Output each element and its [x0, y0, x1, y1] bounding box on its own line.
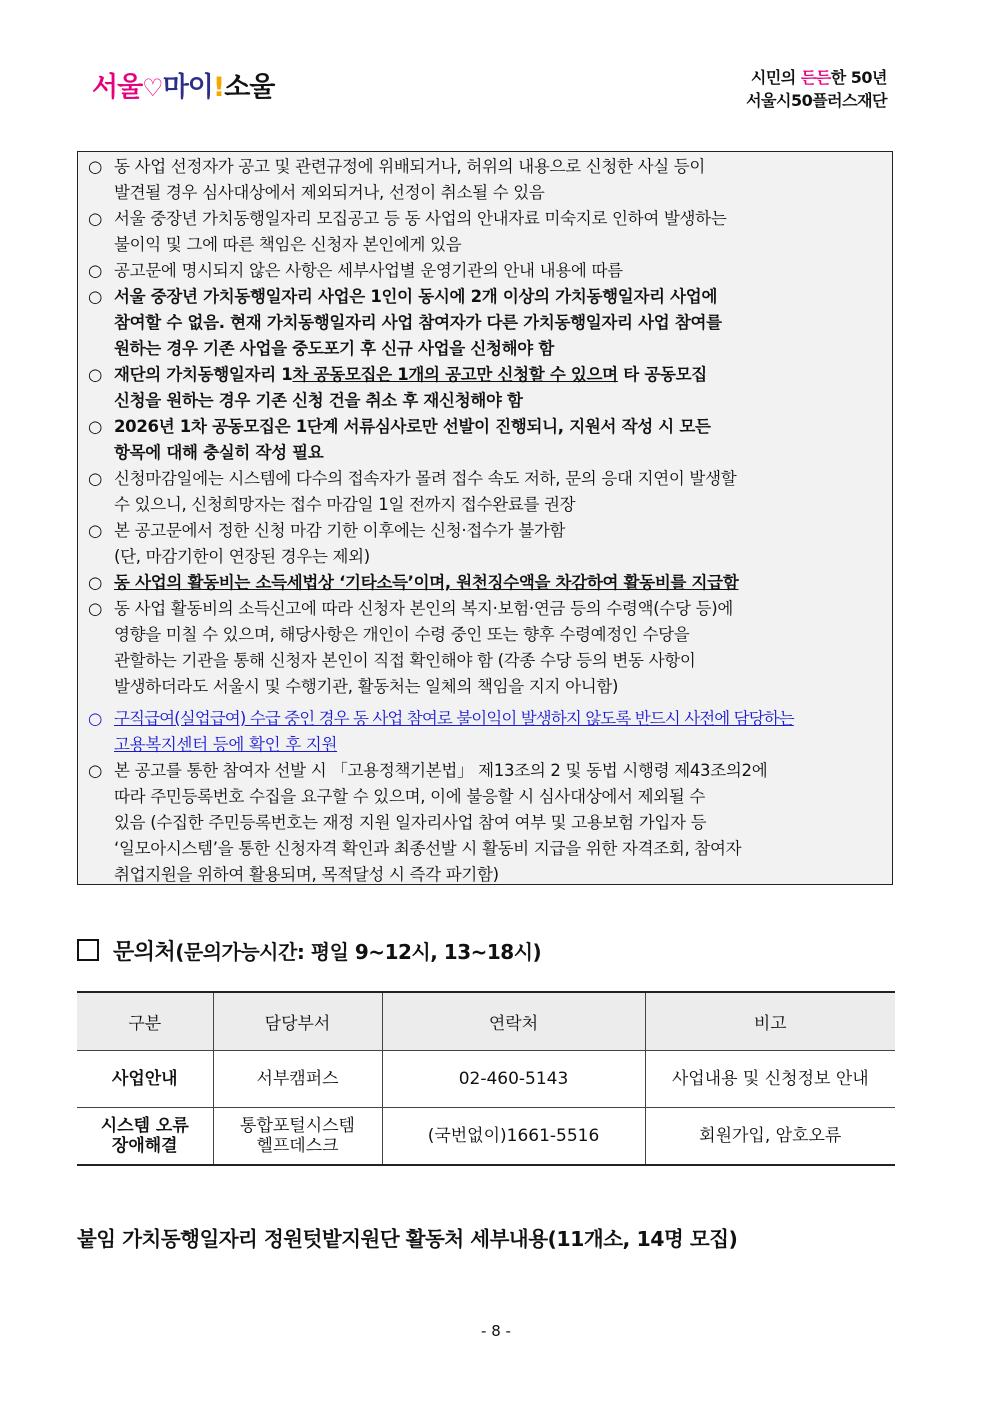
dept-cell: 서부캠퍼스	[213, 1051, 382, 1108]
category-cell: 시스템 오류 장애해결	[77, 1108, 213, 1166]
notice-item: ○ 재단의 가치동행일자리 1차 공동모집은 1개의 공고만 신청할 수 있으며 타 공동모집 신청을 원하는 경우 기존 신청 건을 취소 후 재신청해야 함	[86, 362, 884, 414]
attachment-title: 붙임 가치동행일자리 정원텃밭지원단 활동처 세부내용(11개소, 14명 모집)	[77, 1227, 738, 1251]
notice-item: ○ 서울 중장년 가치동행일자리 사업은 1인이 동시에 2개 이상의 가치동행일자리 사업에 참여할 수 없음. 현재 가치동행일자리 사업 참여자가 다른 가치동행일자리 사업 참여를 원하는 경우 기존 사업을 중도포기 후 신규 사업을 신청해야 함	[86, 284, 884, 362]
contact-section-title: 문의처(문의가능시간: 평일 9~12시, 13~18시)	[77, 935, 541, 966]
circle-bullet-icon: ○	[88, 469, 103, 488]
slogan-line	[746, 66, 887, 89]
notice-item: ○ 서울 중장년 가치동행일자리 모집공고 등 동 사업의 안내자료 미숙지로 인하여 발생하는 불이익 및 그에 따른 책임은 신청자 본인에게 있음	[86, 206, 884, 258]
circle-bullet-icon: ○	[88, 365, 103, 384]
notice-item: ○ 2026년 1차 공동모집은 1단계 서류심사로만 선발이 진행되니, 지원서 작성 시 모든 항목에 대해 충실히 작성 필요	[86, 414, 884, 466]
notice-item: ○ 동 사업 활동비의 소득신고에 따라 신청자 본인의 복지·보험·연금 등의 수령액(수당 등)에 영향을 미칠 수 있으며, 해당사항은 개인이 수령 중인 또는 향후 수령예정인 수당을 관할하는 기관을 통해 신청자 본인이 직접 확인해야 함 (각종 수당 등의 변동 사항이 발생하더라도 서울시 및 수행기관, 활동처는 일체의 책임을 지지 아니함)	[86, 596, 884, 700]
notice-item: ○ 동 사업 선정자가 공고 및 관련규정에 위배되거나, 허위의 내용으로 신청한 사실 등이 발견될 경우 심사대상에서 제외되거나, 선정이 취소될 수 있음	[86, 154, 884, 206]
table-row	[77, 1108, 895, 1166]
circle-bullet-icon: ○	[88, 157, 103, 176]
dept-cell: 통합포털시스템 헬프데스크	[213, 1108, 382, 1166]
checkbox-square-icon	[77, 939, 99, 961]
logo-part-seoul: 서울	[92, 72, 143, 103]
table-header-row	[77, 992, 895, 1051]
notice-box	[77, 151, 893, 885]
circle-bullet-icon: ○	[88, 573, 103, 592]
circle-bullet-icon: ○	[88, 417, 103, 436]
phone-cell: 02-460-5143	[382, 1051, 645, 1108]
heart-icon: ♡	[142, 74, 163, 102]
notice-item: ○ 동 사업의 활동비는 소득세법상 ‘기타소득’이며, 원천징수액을 차감하여 활동비를 지급함	[86, 570, 884, 596]
table-row	[77, 1051, 895, 1108]
page-number: - 8 -	[481, 1322, 511, 1340]
note-cell: 사업내용 및 신청정보 안내	[645, 1051, 895, 1108]
slogan-highlight: 든든	[800, 68, 831, 87]
contact-table	[77, 991, 895, 1166]
slogan-post: 한 50년	[830, 68, 887, 87]
logo-part-soul: 소울	[224, 72, 275, 103]
column-header: 연락처	[382, 992, 645, 1051]
notice-item: ○ 신청마감일에는 시스템에 다수의 접속자가 몰려 접수 속도 저하, 문의 응대 지연이 발생할 수 있으니, 신청희망자는 접수 마감일 1일 전까지 접수완료를 권장	[86, 466, 884, 518]
note-cell: 회원가입, 암호오류	[645, 1108, 895, 1166]
circle-bullet-icon: ○	[88, 261, 103, 280]
logo-part-exclaim: !	[212, 72, 225, 103]
circle-bullet-icon: ○	[88, 287, 103, 306]
circle-bullet-icon: ○	[88, 599, 103, 618]
category-cell: 사업안내	[77, 1051, 213, 1108]
notice-item: ○ 본 공고를 통한 참여자 선발 시 「고용정책기본법」 제13조의 2 및 동법 시행령 제43조의2에 따라 주민등록번호 수집을 요구할 수 있으며, 이에 불응할 시 심사대상에서 제외될 수 있음 (수집한 주민등록번호는 재정 지원 일자리사업 참여 여부 및 고용보험 가입자 등 ‘일모아시스템’을 통한 신청자격 확인과 최종선발 시 활동비 지급을 위한 자격조회, 참여자 취업지원을 위하여 활용되며, 목적달성 시 즉각 파기함)	[86, 758, 884, 888]
column-header: 담당부서	[213, 992, 382, 1051]
notice-item: ○ 본 공고문에서 정한 신청 마감 기한 이후에는 신청·접수가 불가함 (단, 마감기한이 연장된 경우는 제외)	[86, 518, 884, 570]
circle-bullet-icon: ○	[88, 709, 103, 728]
notice-item: ○ 공고문에 명시되지 않은 사항은 세부사업별 운영기관의 안내 내용에 따름	[86, 258, 884, 284]
header-slogan	[746, 66, 887, 112]
slogan-pre: 시민의	[750, 68, 801, 87]
column-header: 비고	[645, 992, 895, 1051]
column-header: 구분	[77, 992, 213, 1051]
logo-part-my: 마이	[162, 72, 213, 103]
circle-bullet-icon: ○	[88, 761, 103, 780]
circle-bullet-icon: ○	[88, 209, 103, 228]
notice-item-highlight: ○ 구직급여(실업급여) 수급 중인 경우 동 사업 참여로 불이익이 발생하지 않도록 반드시 사전에 담당하는 고용복지센터 등에 확인 후 지원	[86, 706, 884, 758]
seoul-my-soul-logo	[92, 70, 274, 106]
phone-cell: (국번없이)1661-5516	[382, 1108, 645, 1166]
circle-bullet-icon: ○	[88, 521, 103, 540]
org-name: 서울시50플러스재단	[746, 91, 887, 110]
